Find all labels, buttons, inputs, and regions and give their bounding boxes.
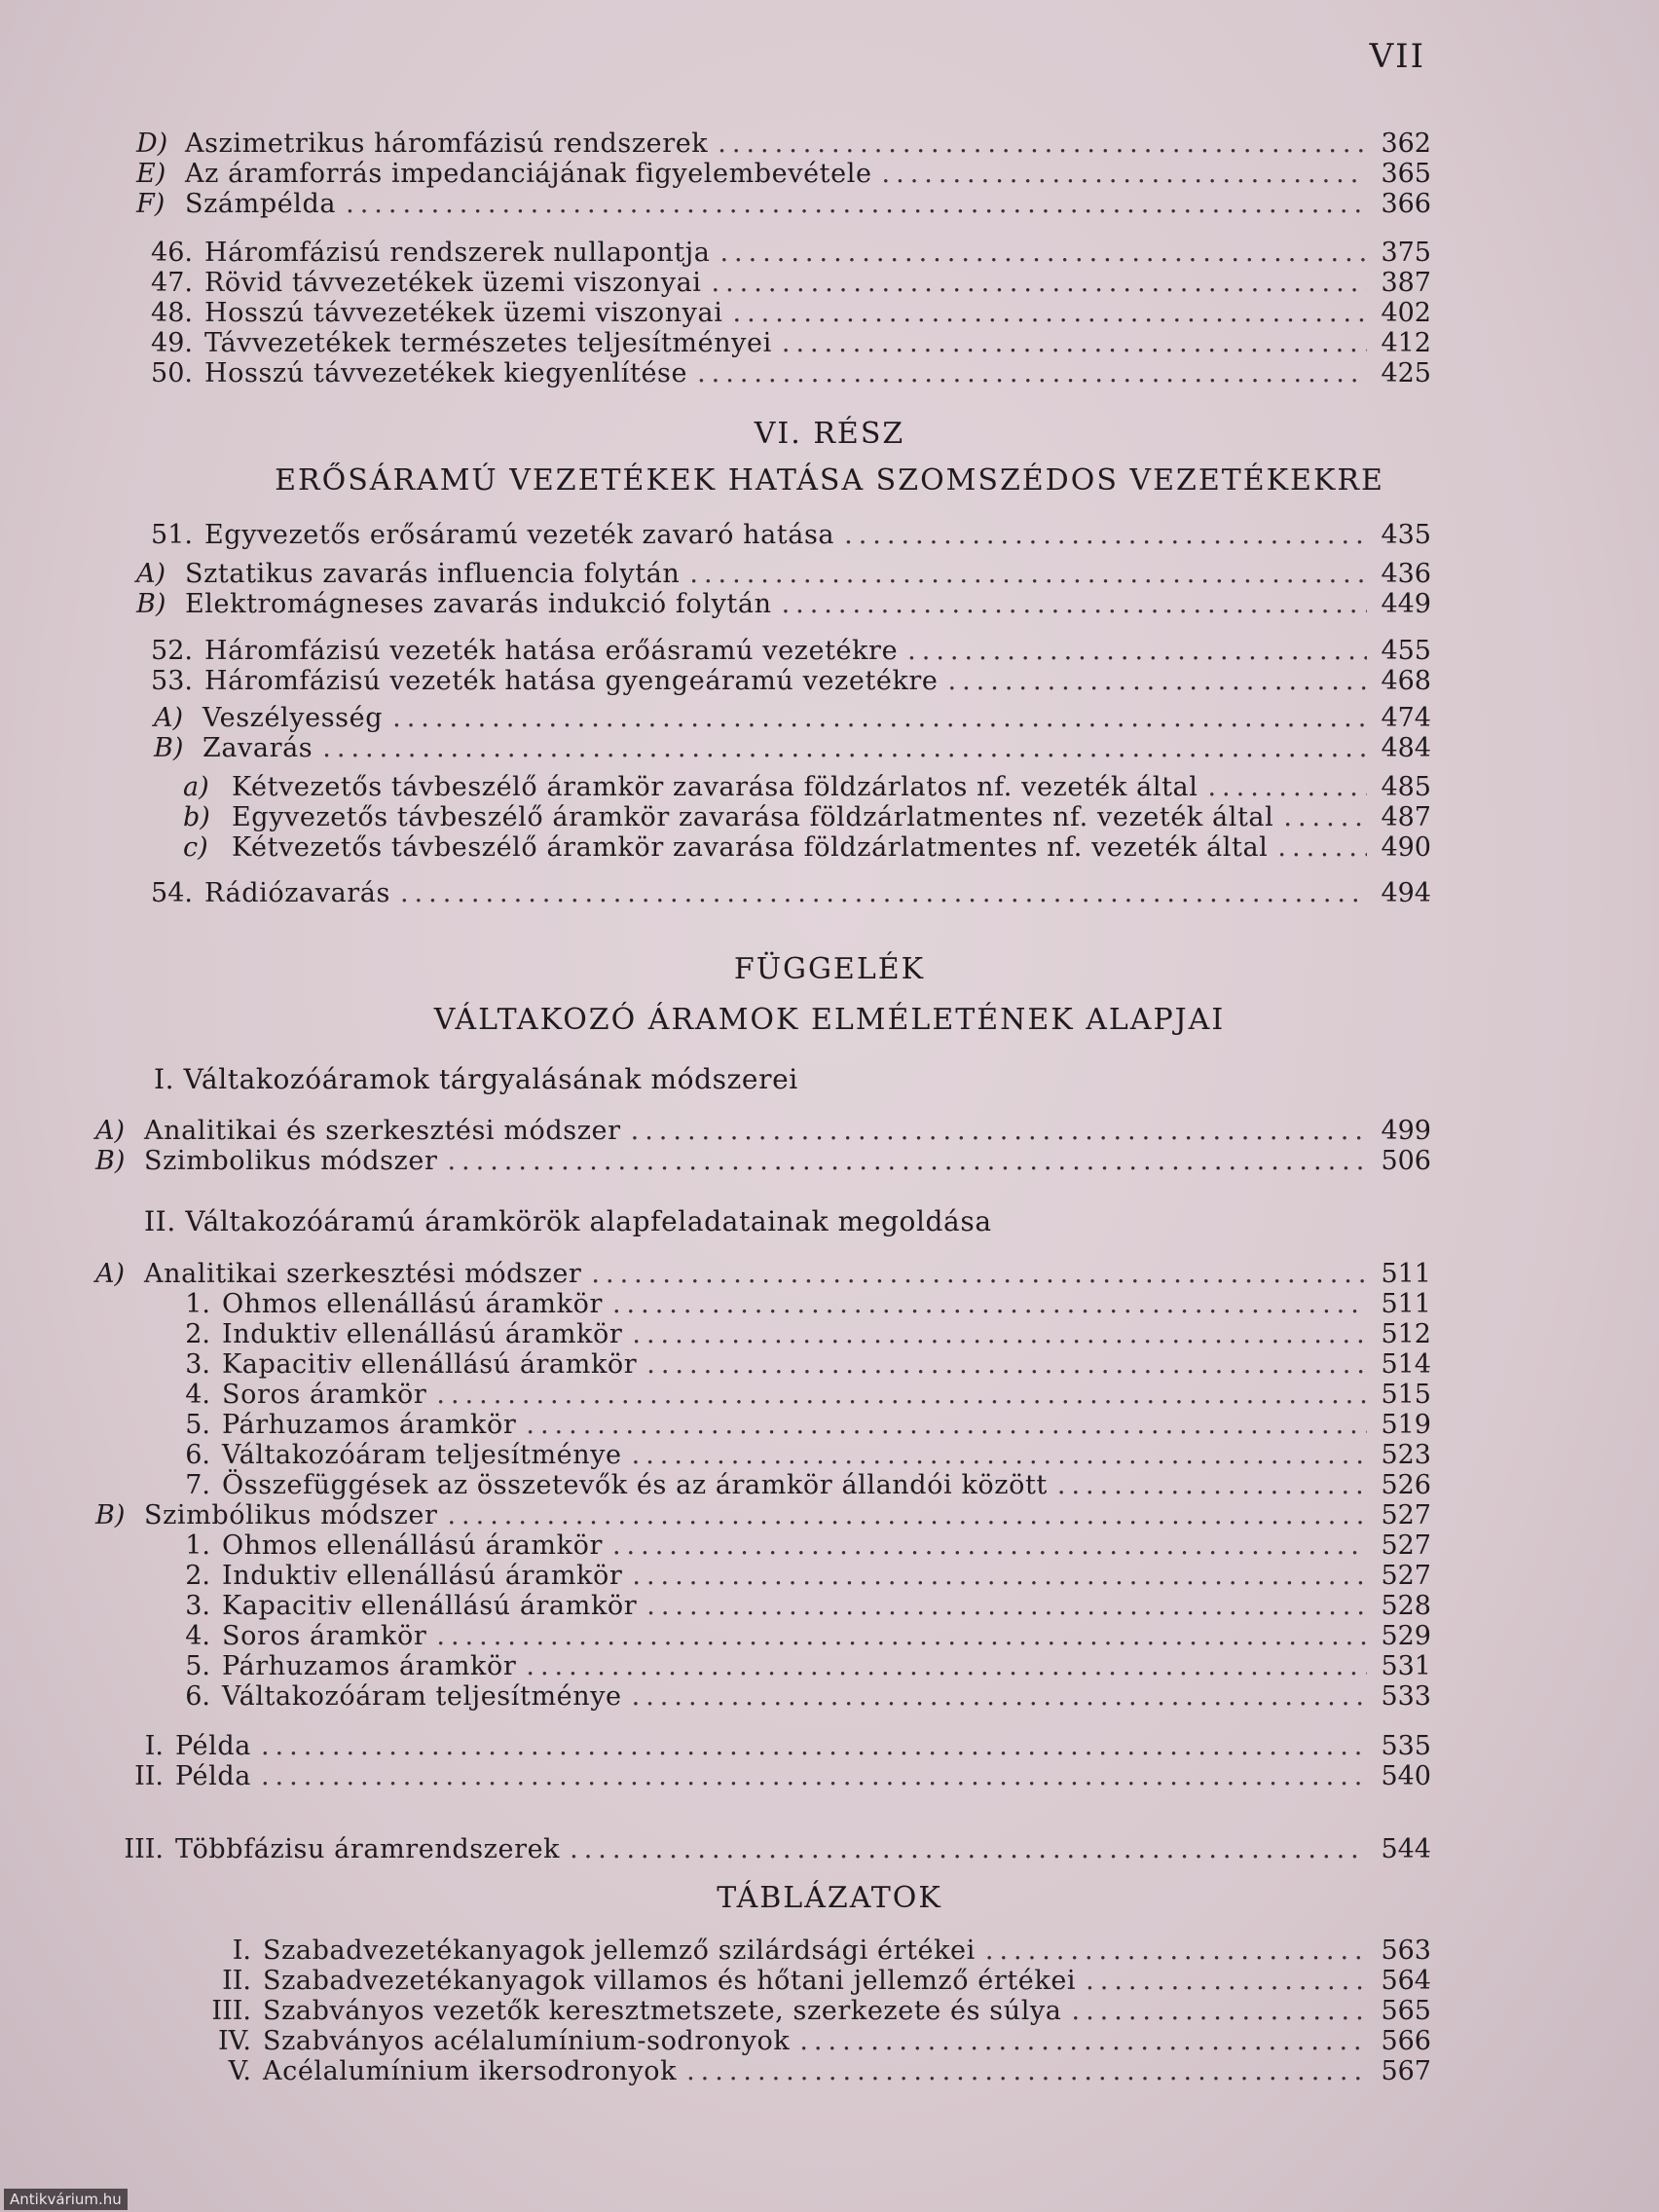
entry-letter: D) xyxy=(136,129,168,159)
entry-title: Szabványos acélalumínium-sodronyok xyxy=(263,2026,791,2056)
entry-title: Ohmos ellenállású áramkör xyxy=(222,1530,603,1561)
entry-number: III. xyxy=(124,1834,164,1864)
toc-entry xyxy=(136,589,1431,620)
entry-number: 52. xyxy=(151,636,193,666)
entry-page: 527 xyxy=(1381,1500,1431,1530)
tables-heading: TÁBLÁZATOK xyxy=(717,1881,942,1915)
entry-page: 402 xyxy=(1381,298,1431,328)
toc-entry xyxy=(136,666,1431,697)
entry-number: 7. xyxy=(185,1470,210,1500)
entry-letter: c) xyxy=(183,832,208,863)
leader-dots xyxy=(948,666,1367,696)
toc-entry xyxy=(154,1561,1431,1592)
entry-number: 2. xyxy=(185,1561,210,1591)
entry-number: 3. xyxy=(185,1349,210,1380)
entry-page: 499 xyxy=(1381,1116,1431,1146)
toc-entry xyxy=(95,1500,1431,1531)
entry-page: 490 xyxy=(1381,832,1431,863)
entry-page: 566 xyxy=(1381,2026,1431,2056)
entry-title: Váltakozóáram teljesítménye xyxy=(222,1440,622,1470)
entry-page: 474 xyxy=(1381,703,1431,733)
leader-dots xyxy=(686,2056,1367,2086)
leader-dots xyxy=(985,1936,1367,1966)
entry-page: 435 xyxy=(1381,520,1431,550)
entry-title: Párhuzamos áramkör xyxy=(222,1651,517,1681)
entry-title: Összefüggések az összetevők és az áramkör állandói között xyxy=(222,1470,1048,1500)
toc-entry xyxy=(136,129,1431,160)
entry-letter: A) xyxy=(136,559,166,589)
entry-number: 4. xyxy=(185,1380,210,1410)
entry-page: 506 xyxy=(1381,1146,1431,1176)
entry-number: IV. xyxy=(217,2026,251,2056)
entry-title: Számpélda xyxy=(185,189,337,219)
leader-dots xyxy=(799,2026,1367,2056)
entry-title: Hosszú távvezetékek üzemi viszonyai xyxy=(204,298,723,328)
entry-title: Analitikai és szerkesztési módszer xyxy=(144,1116,621,1146)
leader-dots xyxy=(322,733,1367,763)
entry-page: 511 xyxy=(1381,1259,1431,1289)
entry-title: Kétvezetős távbeszélő áramkör zavarása földzárlatos nf. vezeték által xyxy=(232,772,1198,802)
entry-page: 528 xyxy=(1381,1591,1431,1621)
entry-page: 531 xyxy=(1381,1651,1431,1681)
entry-title: Párhuzamos áramkör xyxy=(222,1410,517,1440)
leader-dots xyxy=(632,1561,1367,1591)
toc-entry xyxy=(154,1349,1431,1381)
entry-title: Soros áramkör xyxy=(222,1380,427,1410)
entry-number: III. xyxy=(211,1996,251,2026)
toc-entry xyxy=(154,703,1431,734)
leader-dots xyxy=(436,1621,1367,1651)
entry-title: Analitikai szerkesztési módszer xyxy=(144,1259,582,1289)
leader-dots xyxy=(632,1440,1367,1470)
toc-entry xyxy=(154,1530,1431,1562)
entry-title: Többfázisu áramrendszerek xyxy=(175,1834,561,1864)
leader-dots xyxy=(632,1319,1367,1349)
entry-title: Zavarás xyxy=(203,733,313,763)
section-title: II. Váltakozóáramú áramkörök alapfeladatainak megoldása xyxy=(144,1205,992,1237)
leader-dots xyxy=(718,129,1367,159)
entry-letter: b) xyxy=(183,802,210,832)
entry-title: Aszimetrikus háromfázisú rendszerek xyxy=(185,129,709,159)
leader-dots xyxy=(526,1651,1367,1681)
entry-page: 565 xyxy=(1381,1996,1431,2026)
toc-entry xyxy=(154,1591,1431,1622)
entry-number: II. xyxy=(134,1761,164,1791)
entry-title: Acélalumínium ikersodronyok xyxy=(263,2056,678,2086)
leader-dots xyxy=(1283,802,1367,832)
entry-number: 5. xyxy=(185,1651,210,1681)
toc-entry xyxy=(95,1146,1431,1177)
leader-dots xyxy=(1057,1470,1367,1500)
leader-dots xyxy=(346,189,1367,219)
entry-page: 514 xyxy=(1381,1349,1431,1380)
toc-entry xyxy=(136,878,1431,909)
entry-title: Egyvezetős távbeszélő áramkör zavarása földzárlatmentes nf. vezeték által xyxy=(232,802,1274,832)
entry-title: Háromfázisú rendszerek nullapontja xyxy=(204,238,711,268)
entry-page: 535 xyxy=(1381,1731,1431,1761)
leader-dots xyxy=(526,1410,1367,1440)
entry-title: Szabványos vezetők keresztmetszete, szerkezete és súlya xyxy=(263,1996,1062,2026)
entry-page: 436 xyxy=(1381,559,1431,589)
toc-entry xyxy=(183,772,1431,803)
toc-entry xyxy=(107,1834,1431,1865)
entry-page: 387 xyxy=(1381,268,1431,298)
entry-number: 50. xyxy=(151,358,193,388)
entry-number: 1. xyxy=(185,1530,210,1561)
part-title: ERŐSÁRAMÚ VEZETÉKEK HATÁSA SZOMSZÉDOS VEZETÉKEKRE xyxy=(275,463,1384,498)
leader-dots xyxy=(1207,772,1367,802)
entry-page: 487 xyxy=(1381,802,1431,832)
entry-page: 533 xyxy=(1381,1681,1431,1712)
entry-page: 540 xyxy=(1381,1761,1431,1791)
toc-entry xyxy=(136,189,1431,220)
leader-dots xyxy=(591,1259,1367,1289)
leader-dots xyxy=(436,1380,1367,1410)
entry-number: 47. xyxy=(151,268,193,298)
entry-number: 2. xyxy=(185,1319,210,1349)
leader-dots xyxy=(719,238,1367,268)
entry-title: Sztatikus zavarás influencia folytán xyxy=(185,559,681,589)
entry-number: 6. xyxy=(185,1681,210,1712)
entry-page: 519 xyxy=(1381,1410,1431,1440)
entry-page: 494 xyxy=(1381,878,1431,908)
leader-dots xyxy=(782,589,1367,619)
entry-title: Kapacitiv ellenállású áramkör xyxy=(222,1349,638,1380)
toc-entry xyxy=(136,636,1431,667)
entry-page: 567 xyxy=(1381,2056,1431,2086)
leader-dots xyxy=(844,520,1367,550)
entry-page: 365 xyxy=(1381,159,1431,189)
leader-dots xyxy=(612,1289,1367,1319)
entry-number: I. xyxy=(232,1936,251,1966)
leader-dots xyxy=(570,1834,1367,1864)
entry-page: 544 xyxy=(1381,1834,1431,1864)
leader-dots xyxy=(689,559,1367,589)
entry-number: 3. xyxy=(185,1591,210,1621)
entry-title: Szabadvezetékanyagok jellemző szilárdsági értékei xyxy=(263,1936,976,1966)
entry-number: 54. xyxy=(151,878,193,908)
toc-entry xyxy=(136,520,1431,551)
entry-page: 527 xyxy=(1381,1561,1431,1591)
leader-dots xyxy=(400,878,1367,908)
toc-entry xyxy=(154,733,1431,764)
entry-title: Távvezetékek természetes teljesítményei xyxy=(204,328,772,358)
entry-title: Példa xyxy=(175,1731,251,1761)
toc-entry xyxy=(136,268,1431,299)
entry-letter: B) xyxy=(136,589,166,619)
entry-title: Rövid távvezetékek üzemi viszonyai xyxy=(204,268,702,298)
entry-title: Induktiv ellenállású áramkör xyxy=(222,1319,623,1349)
appendix-label: FÜGGELÉK xyxy=(733,952,926,986)
leader-dots xyxy=(1086,1966,1367,1996)
page-number: VII xyxy=(1369,37,1425,76)
entry-page: 529 xyxy=(1381,1621,1431,1651)
entry-title: Példa xyxy=(175,1761,251,1791)
entry-page: 526 xyxy=(1381,1470,1431,1500)
leader-dots xyxy=(261,1731,1367,1761)
toc-entry xyxy=(136,159,1431,190)
leader-dots xyxy=(612,1530,1367,1561)
leader-dots xyxy=(261,1761,1367,1791)
entry-letter: B) xyxy=(95,1500,126,1530)
leader-dots xyxy=(1071,1996,1367,2026)
toc-entry xyxy=(195,1966,1431,1997)
entry-title: Szimbolikus módszer xyxy=(144,1146,438,1176)
toc-entry xyxy=(107,1761,1431,1792)
leader-dots xyxy=(646,1349,1367,1380)
part-label: VI. RÉSZ xyxy=(754,417,905,451)
entry-letter: A) xyxy=(154,703,184,733)
leader-dots xyxy=(882,159,1367,189)
toc-entry xyxy=(107,1731,1431,1762)
entry-title: Soros áramkör xyxy=(222,1621,427,1651)
entry-number: 51. xyxy=(151,520,193,550)
entry-title: Rádiózavarás xyxy=(204,878,390,908)
entry-number: II. xyxy=(222,1966,251,1996)
toc-entry xyxy=(136,298,1431,329)
toc-entry xyxy=(154,1681,1431,1713)
appendix-title: VÁLTAKOZÓ ÁRAMOK ELMÉLETÉNEK ALAPJAI xyxy=(433,1003,1226,1037)
entry-letter: A) xyxy=(95,1116,126,1146)
toc-entry xyxy=(195,2026,1431,2057)
leader-dots xyxy=(1277,832,1367,863)
entry-number: V. xyxy=(228,2056,251,2086)
entry-page: 468 xyxy=(1381,666,1431,696)
entry-title: Veszélyesség xyxy=(203,703,384,733)
entry-page: 425 xyxy=(1381,358,1431,388)
toc-entry xyxy=(195,1996,1431,2027)
entry-title: Induktiv ellenállású áramkör xyxy=(222,1561,623,1591)
entry-page: 527 xyxy=(1381,1530,1431,1561)
entry-page: 564 xyxy=(1381,1966,1431,1996)
entry-page: 512 xyxy=(1381,1319,1431,1349)
entry-page: 455 xyxy=(1381,636,1431,666)
leader-dots xyxy=(646,1591,1367,1621)
entry-letter: A) xyxy=(95,1259,126,1289)
entry-letter: B) xyxy=(154,733,184,763)
entry-letter: a) xyxy=(183,772,209,802)
entry-number: 1. xyxy=(185,1289,210,1319)
leader-dots xyxy=(632,1681,1367,1712)
entry-number: I. xyxy=(144,1731,164,1761)
toc-entry xyxy=(183,802,1431,833)
entry-page: 515 xyxy=(1381,1380,1431,1410)
leader-dots xyxy=(712,268,1368,298)
entry-title: Váltakozóáram teljesítménye xyxy=(222,1681,622,1712)
toc-entry xyxy=(154,1319,1431,1350)
toc-entry xyxy=(154,1651,1431,1682)
toc-entry xyxy=(95,1116,1431,1147)
entry-letter: B) xyxy=(95,1146,126,1176)
entry-page: 484 xyxy=(1381,733,1431,763)
leader-dots xyxy=(782,328,1367,358)
entry-letter: E) xyxy=(136,159,166,189)
toc-entry xyxy=(136,559,1431,590)
toc-entry xyxy=(154,1380,1431,1411)
leader-dots xyxy=(697,358,1367,388)
toc-entry xyxy=(136,358,1431,389)
toc-entry xyxy=(154,1289,1431,1320)
toc-entry xyxy=(136,328,1431,359)
toc-entry xyxy=(154,1470,1431,1501)
leader-dots xyxy=(447,1146,1367,1176)
entry-page: 366 xyxy=(1381,189,1431,219)
leader-dots xyxy=(907,636,1367,666)
toc-entry xyxy=(195,2056,1431,2087)
leader-dots xyxy=(392,703,1367,733)
entry-title: Szabadvezetékanyagok villamos és hőtani jellemző értékei xyxy=(263,1966,1077,1996)
entry-number: 49. xyxy=(151,328,193,358)
entry-title: Háromfázisú vezeték hatása gyengeáramú vezetékre xyxy=(204,666,939,696)
entry-page: 412 xyxy=(1381,328,1431,358)
entry-letter: F) xyxy=(136,189,166,219)
leader-dots xyxy=(447,1500,1367,1530)
entry-title: Háromfázisú vezeték hatása erőásramú vezetékre xyxy=(204,636,899,666)
watermark: Antikvárium.hu xyxy=(4,2189,128,2210)
entry-number: 6. xyxy=(185,1440,210,1470)
entry-page: 449 xyxy=(1381,589,1431,619)
entry-title: Egyvezetős erősáramú vezeték zavaró hatása xyxy=(204,520,835,550)
toc-entry xyxy=(183,832,1431,864)
entry-page: 511 xyxy=(1381,1289,1431,1319)
entry-page: 375 xyxy=(1381,238,1431,268)
toc-entry xyxy=(154,1410,1431,1441)
leader-dots xyxy=(631,1116,1367,1146)
toc-entry xyxy=(95,1259,1431,1290)
entry-title: Kapacitiv ellenállású áramkör xyxy=(222,1591,638,1621)
entry-title: Hosszú távvezetékek kiegyenlítése xyxy=(204,358,688,388)
entry-page: 485 xyxy=(1381,772,1431,802)
leader-dots xyxy=(732,298,1367,328)
entry-page: 362 xyxy=(1381,129,1431,159)
entry-title: Az áramforrás impedanciájának figyelembevétele xyxy=(185,159,872,189)
entry-number: 5. xyxy=(185,1410,210,1440)
toc-entry xyxy=(154,1621,1431,1652)
entry-page: 563 xyxy=(1381,1936,1431,1966)
entry-title: Ohmos ellenállású áramkör xyxy=(222,1289,603,1319)
entry-title: Szimbólikus módszer xyxy=(144,1500,438,1530)
entry-number: 48. xyxy=(151,298,193,328)
section-title: I. Váltakozóáramok tárgyalásának módszerei xyxy=(154,1063,798,1095)
toc-entry xyxy=(136,238,1431,269)
entry-title: Elektromágneses zavarás indukció folytán xyxy=(185,589,772,619)
entry-title: Kétvezetős távbeszélő áramkör zavarása földzárlatmentes nf. vezeték által xyxy=(232,832,1269,863)
entry-number: 46. xyxy=(151,238,193,268)
entry-number: 4. xyxy=(185,1621,210,1651)
entry-page: 523 xyxy=(1381,1440,1431,1470)
entry-number: 53. xyxy=(151,666,193,696)
toc-entry xyxy=(154,1440,1431,1471)
toc-entry xyxy=(195,1936,1431,1967)
